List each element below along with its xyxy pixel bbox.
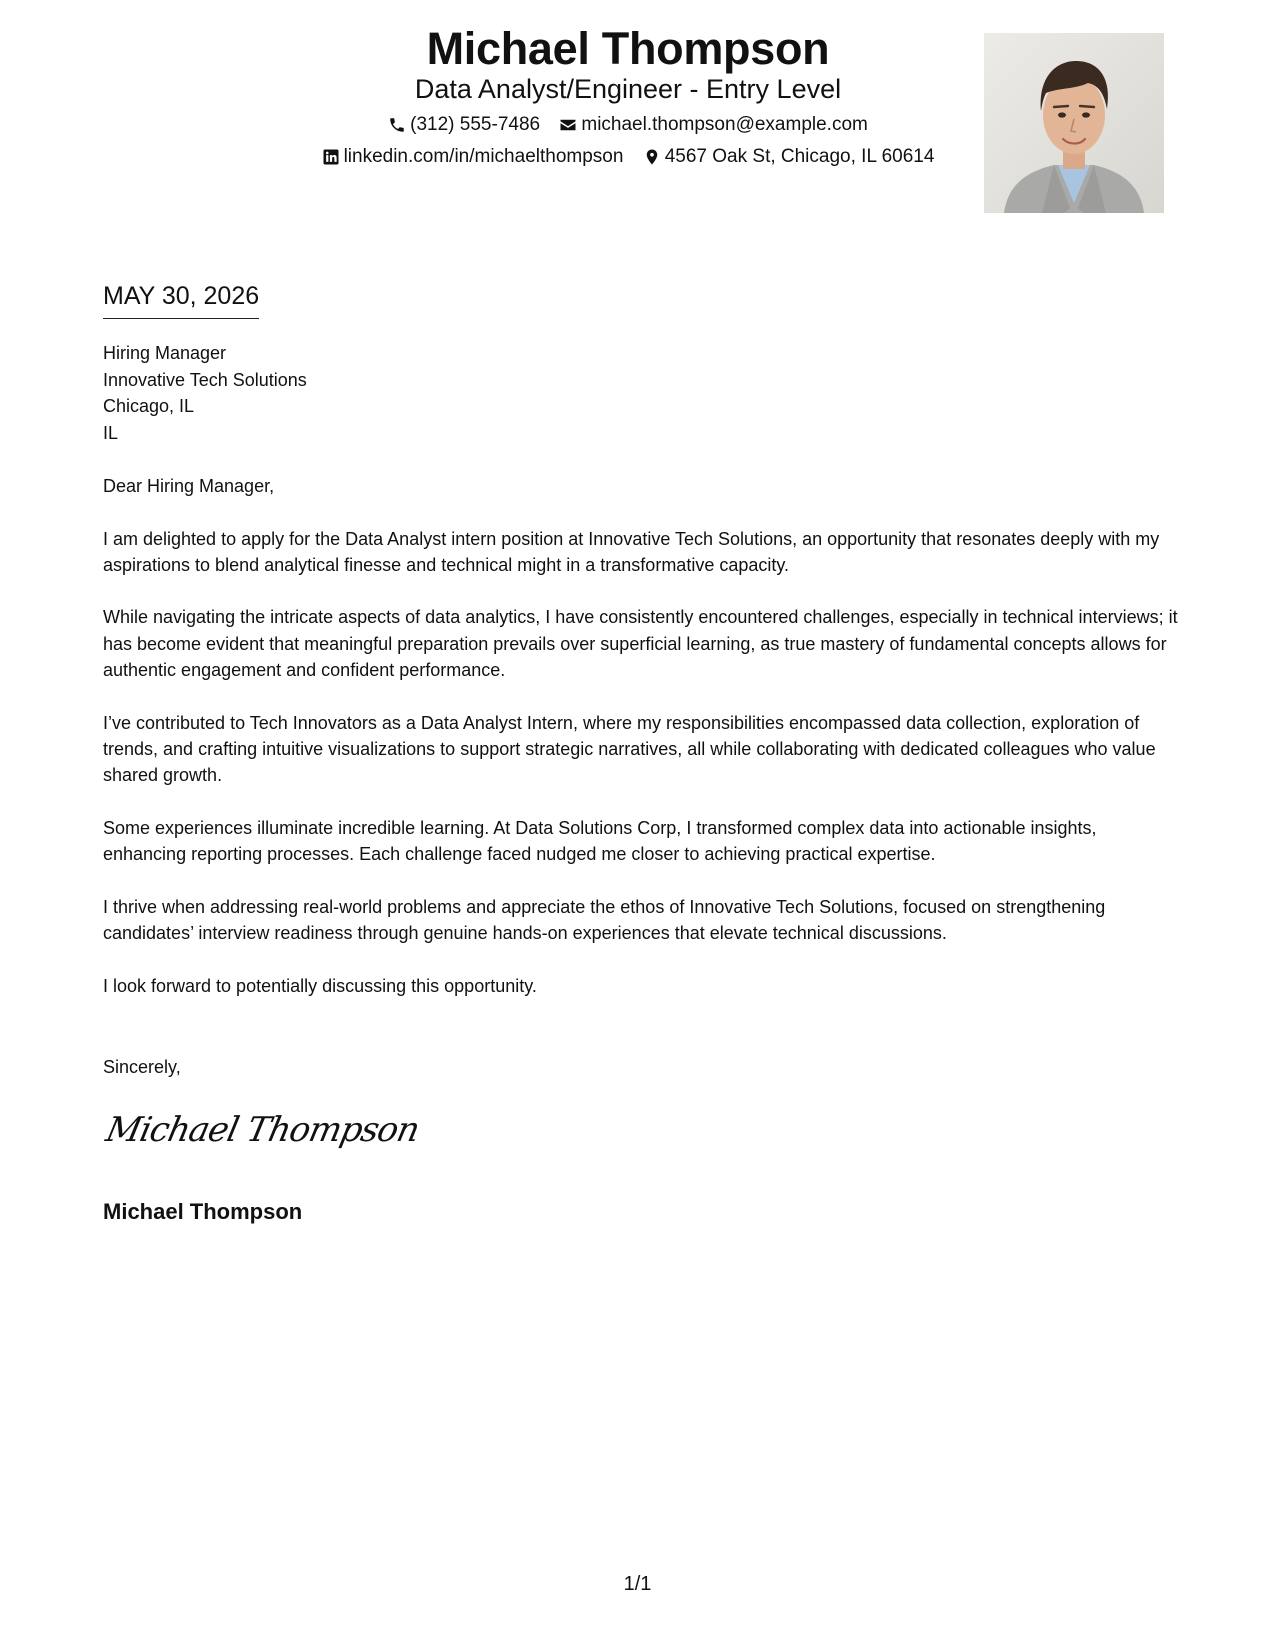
profile-photo bbox=[984, 33, 1164, 213]
letter-date-block bbox=[103, 281, 259, 319]
contact-linkedin[interactable] bbox=[322, 145, 624, 169]
recipient-line: Innovative Tech Solutions bbox=[103, 369, 307, 390]
letter-header bbox=[0, 0, 1275, 230]
portrait-image bbox=[984, 33, 1164, 213]
applicant-name: Michael Thompson bbox=[426, 23, 830, 74]
letter-date: MAY 30, 2026 bbox=[103, 281, 259, 319]
envelope-icon bbox=[559, 116, 577, 134]
body-paragraph: Some experiences illuminate incredible learning. At Data Solutions Corp, I transformed complex data into actionable insights, enhancing reporting processes. Each challenge faced nudged me closer to achieving practical expertise. bbox=[103, 817, 1097, 865]
closing: Sincerely, bbox=[103, 1057, 181, 1077]
letter-body bbox=[103, 473, 1178, 1025]
recipient-address bbox=[103, 340, 307, 446]
phone-number: (312) 555-7486 bbox=[410, 114, 541, 135]
recipient-line: Chicago, IL bbox=[103, 396, 195, 416]
body-paragraph: I thrive when addressing real-world problems and appreciate the ethos of Innovative Tech Solutions, focused on strengthening candidates’ interview readiness through genuine hands-on experiences that elevate technical discussions. bbox=[103, 896, 1106, 944]
contact-address bbox=[643, 145, 935, 169]
contact-email[interactable] bbox=[559, 113, 867, 137]
body-paragraph: I’ve contributed to Tech Innovators as a Data Analyst Intern, where my responsibilities encompassed data collection, exploration of trends, and crafting intuitive visualizations to support strategic narratives, all while collaborating with dedicated colleagues who value shared growth. bbox=[103, 712, 1156, 786]
contact-phone[interactable] bbox=[388, 113, 540, 137]
recipient-line: Hiring Manager bbox=[103, 343, 227, 363]
linkedin-url: linkedin.com/in/michaelthompson bbox=[343, 146, 624, 167]
body-paragraph: I am delighted to apply for the Data Analyst intern position at Innovative Tech Solutions, an opportunity that resonates deeply with my aspirations to blend analytical finesse and technical might in a transformative capacity. bbox=[103, 528, 1160, 575]
linkedin-icon bbox=[322, 148, 340, 166]
signature-script: Michael Thompson bbox=[102, 1110, 423, 1150]
recipient-line: IL bbox=[103, 422, 119, 443]
signature bbox=[102, 1108, 423, 1158]
body-paragraph: While navigating the intricate aspects of data analytics, I have consistently encountered challenges, especially in technical interviews; it has become evident that meaningful preparation prevails over superficial learning, as true mastery of fundamental concepts allows for authentic engagement and confident performance. bbox=[103, 607, 1178, 681]
page-number: 1/1 bbox=[623, 1573, 652, 1595]
email-address: michael.thompson@example.com bbox=[581, 114, 868, 135]
salutation: Dear Hiring Manager, bbox=[103, 476, 275, 496]
body-paragraph: I look forward to potentially discussing this opportunity. bbox=[103, 975, 537, 996]
map-pin-icon bbox=[643, 148, 661, 166]
job-title: Data Analyst/Engineer - Entry Level bbox=[414, 74, 842, 104]
street-address: 4567 Oak St, Chicago, IL 60614 bbox=[664, 146, 935, 167]
signed-name: Michael Thompson bbox=[103, 1199, 303, 1224]
phone-icon bbox=[388, 116, 406, 134]
